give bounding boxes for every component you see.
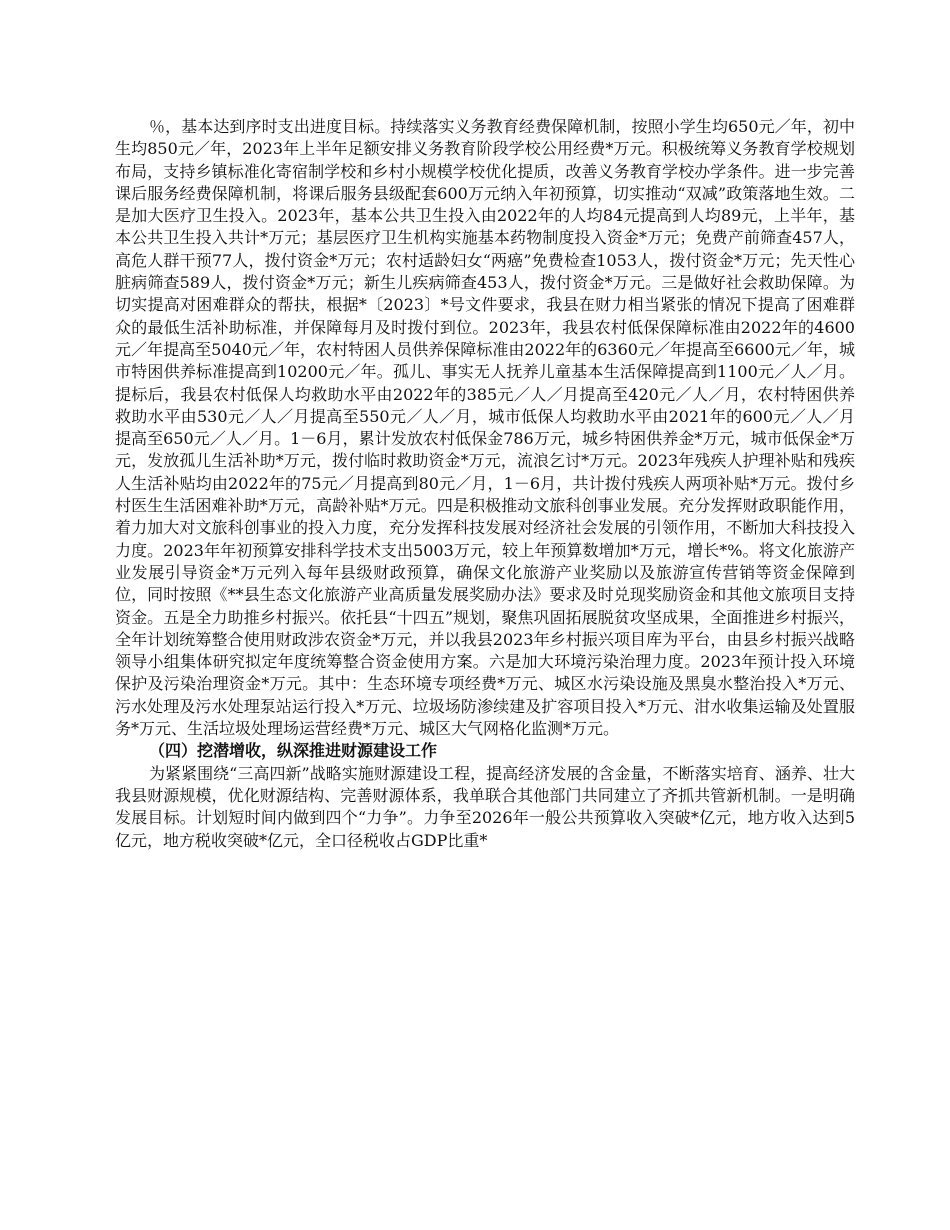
document-body	[115, 116, 855, 852]
body-paragraph: 为紧紧围绕“三高四新”战略实施财源建设工程，提高经济发展的含金量，不断落实培育、涵养、壮大我县财源规模，优化财源结构、完善财源体系，我单联合其他部门共同建立了齐抓共管新机制。一是明确发展目标。计划短时间内做到四个“力争”。力争至2026年一般公共预算收入突破*亿元，地方收入达到5亿元，地方税收突破*亿元，全口径税收占GDP比重*	[115, 763, 855, 850]
body-paragraph: ％，基本达到序时支出进度目标。持续落实义务教育经费保障机制，按照小学生均650元／年，初中生均850元／年，2023年上半年足额安排义务教育阶段学校公用经费*万元。积极统筹义务教育学校规划布局，支持乡镇标准化寄宿制学校和乡村小规模学校优化提质，改善义务教育学校办学条件。进一步完善课后服务经费保障机制，将课后服务县级配套600万元纳入年初预算，切实推动“双减”政策落地生效。二是加大医疗卫生投入。2023年，基本公共卫生投入由2022年的人均84元提高到人均89元，上半年，基本公共卫生投入共计*万元；基层医疗卫生机构实施基本药物制度投入资金*万元；免费产前筛查457人，高危人群干预77人，拨付资金*万元；农村适龄妇女“两癌”免费检查1053人，拨付资金*万元；先天性心脏病筛查589人，拨付资金*万元；新生儿疾病筛查453人，拨付资金*万元。三是做好社会救助保障。为切实提高对困难群众的帮扶，根据*〔2023〕*号文件要求，我县在财力相当紧张的情况下提高了困难群众的最低生活补助标准，并保障每月及时拨付到位。2023年，我县农村低保保障标准由2022年的4600元／年提高至5040元／年，农村特困人员供养保障标准由2022年的6360元／年提高至6600元／年，城市特困供养标准提高到10200元／年。孤儿、事实无人抚养儿童基本生活保障提高到1100元／人／月。提标后，我县农村低保人均救助水平由2022年的385元／人／月提高至420元／人／月，农村特困供养救助水平由530元／人／月提高至550元／人／月，城市低保人均救助水平由2021年的600元／人／月提高至650元／人／月。1－6月，累计发放农村低保金786万元，城乡特困供养金*万元，城市低保金*万元，发放孤儿生活补助*万元，拨付临时救助资金*万元，流浪乞讨*万元。2023年残疾人护理补贴和残疾人生活补贴均由2022年的75元／月提高到80元／月，1－6月，共计拨付残疾人两项补贴*万元。拨付乡村医生生活困难补助*万元，高龄补贴*万元。四是积极推动文旅科创事业发展。充分发挥财政职能作用，着力加大对文旅科创事业的投入力度，充分发挥科技发展对经济社会发展的引领作用，不断加大科技投入力度。2023年年初预算安排科学技术支出5003万元，较上年预算数增加*万元，增长*%。将文化旅游产业发展引导资金*万元列入每年县级财政预算，确保文化旅游产业奖励以及旅游宣传营销等资金保障到位，同时按照《**县生态文化旅游产业高质量发展奖励办法》要求及时兑现奖励资金和其他文旅项目支持资金。五是全力助推乡村振兴。依托县“十四五”规划，聚焦巩固拓展脱贫攻坚成果，全面推进乡村振兴，全年计划统筹整合使用财政涉农资金*万元，并以我县2023年乡村振兴项目库为平台，由县乡村振兴战略领导小组集体研究拟定年度统筹整合资金使用方案。六是加大环境污染治理力度。2023年预计投入环境保护及污染治理资金*万元。其中：生态环境专项经费*万元、城区水污染设施及黑臭水整治投入*万元、污水处理及污水处理泵站运行投入*万元、垃圾场防渗续建及扩容项目投入*万元、泔水收集运输及处置服务*万元、生活垃圾处理场运营经费*万元、城区大气网格化监测*万元。	[115, 117, 855, 739]
section-heading: （四）挖潜增收，纵深推进财源建设工作	[149, 741, 438, 761]
